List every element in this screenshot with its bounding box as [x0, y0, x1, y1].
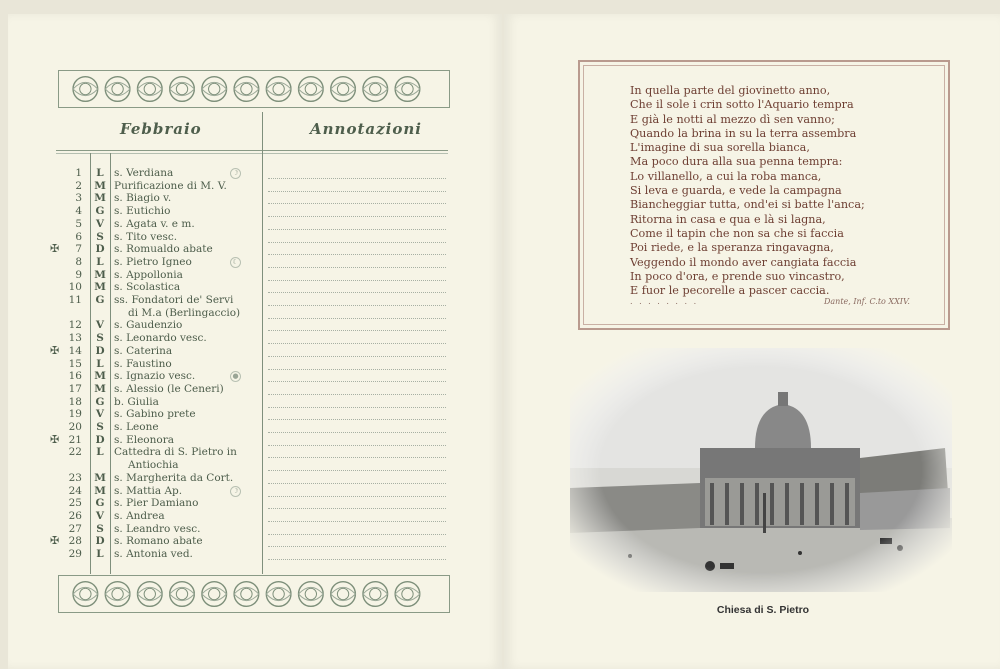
calendar-row — [0, 243, 260, 256]
weekday-letter: L — [96, 446, 104, 459]
day-number: 16 — [68, 370, 82, 383]
annotation-line — [268, 178, 446, 179]
weekday-letter: G — [95, 205, 105, 218]
poem-line: E già le notti al mezzo dì sen vanno; — [630, 112, 835, 126]
annotation-line — [268, 330, 446, 331]
poem-line: In quella parte del giovinetto anno, — [630, 84, 831, 97]
weekday-letter: M — [94, 382, 106, 395]
poem — [630, 84, 865, 298]
weekday-letter: S — [96, 230, 104, 243]
ellipsis: . . . . . . . . — [630, 297, 699, 306]
saint-name: s. Faustino — [114, 357, 172, 370]
poem-line: Veggendo il mondo aver cangiata faccia — [630, 255, 857, 269]
saint-name: s. Verdiana — [114, 167, 174, 179]
annotation-line — [268, 496, 446, 497]
day-number: 1 — [75, 167, 82, 179]
day-number: 15 — [68, 357, 82, 370]
annotation-line — [268, 242, 446, 243]
weekday-letter: D — [95, 433, 105, 446]
moon-phase-icon: ☽ — [230, 168, 241, 179]
day-number: 5 — [75, 217, 82, 230]
saint-name: s. Romualdo abate — [114, 243, 213, 256]
annotation-line — [268, 203, 446, 204]
poem-line: E fuor le pecorelle a pascer caccia. — [630, 284, 830, 298]
calendar-row — [0, 192, 260, 205]
annotation-line — [268, 343, 446, 344]
calendar-row — [0, 256, 260, 269]
saint-name: s. Romano abate — [114, 535, 203, 548]
poem-line: Come il tapin che non sa che si faccia — [630, 226, 844, 240]
calendar-row — [0, 358, 260, 371]
weekday-letter: G — [95, 294, 105, 306]
poem-line: Poi riede, e la speranza ringavagna, — [630, 241, 834, 255]
weekday-letter: L — [96, 357, 104, 370]
annotation-line — [268, 267, 446, 268]
weekday-letter: V — [95, 319, 105, 332]
annotation-line — [268, 356, 446, 357]
day-number: 14 — [68, 344, 82, 357]
day-number: 26 — [68, 509, 82, 522]
day-number: 12 — [68, 319, 82, 332]
saint-name: s. Tito vesc. — [114, 230, 178, 243]
day-number: 6 — [75, 230, 82, 243]
saint-name: s. Leone — [114, 421, 159, 433]
saint-name: s. Agata v. e m. — [114, 217, 195, 230]
weekday-letter: G — [95, 497, 105, 510]
moon-phase-icon: ● — [230, 371, 241, 382]
notes-header: Annotazioni — [310, 120, 422, 138]
calendar-row — [0, 421, 260, 434]
weekday-letter: G — [95, 395, 105, 408]
weekday-letter: S — [96, 522, 104, 535]
weekday-letter: V — [95, 408, 105, 421]
annotation-line — [268, 394, 446, 395]
weekday-letter: V — [95, 217, 105, 230]
poem-line: Biancheggiar tutta, ond'ei si batte l'anca; — [630, 198, 865, 212]
calendar-row — [0, 523, 260, 536]
poem-line: Ritorna in casa e qua e là si lagna, — [630, 212, 826, 226]
day-number: 25 — [68, 497, 82, 510]
annotation-line — [268, 483, 446, 484]
day-number: 18 — [68, 395, 82, 408]
weekday-letter: D — [95, 344, 105, 357]
calendar-row — [0, 345, 260, 358]
annotation-line — [268, 407, 446, 408]
annotation-line — [268, 521, 446, 522]
saint-name: s. Biagio v. — [114, 192, 172, 205]
header-divider — [56, 150, 448, 151]
saint-name: Cattedra di S. Pietro in — [114, 446, 237, 459]
weekday-letter: M — [94, 471, 106, 484]
calendar-row — [0, 370, 260, 383]
calendar-row — [0, 497, 260, 510]
saint-name: ss. Fondatori de' Servi — [114, 294, 234, 306]
column-divider — [262, 112, 263, 574]
calendar-row — [0, 281, 260, 294]
cross-icon: ✠ — [50, 343, 60, 357]
annotation-line — [268, 318, 446, 319]
annotation-line — [268, 280, 446, 281]
poem-line: Lo villanello, a cui la roba manca, — [630, 169, 822, 183]
saint-name: Purificazione di M. V. — [114, 179, 227, 192]
calendar-row — [0, 472, 260, 485]
weekday-letter: M — [94, 179, 106, 192]
poem-line: Che il sole i crin sotto l'Aquario tempra — [630, 98, 854, 112]
annotation-line — [268, 432, 446, 433]
day-number: 22 — [68, 446, 82, 459]
weekday-letter: M — [94, 370, 106, 383]
day-number: 29 — [68, 548, 82, 560]
saint-name: s. Leandro vesc. — [114, 522, 201, 535]
calendar-row — [0, 396, 260, 409]
citation: Dante, Inf. C.to XXIV. — [824, 297, 910, 306]
day-number: 7 — [75, 243, 82, 256]
day-number: 9 — [75, 268, 82, 281]
saint-name-continued: di M.a (Berlingaccio) — [128, 306, 241, 319]
ornamental-border-top — [58, 70, 450, 108]
photo-caption: Chiesa di S. Pietro — [716, 604, 810, 616]
right-content — [504, 14, 1000, 669]
annotation-line — [268, 546, 446, 547]
day-number: 27 — [68, 522, 82, 535]
calendar-row — [0, 548, 260, 561]
weekday-letter: L — [96, 548, 104, 560]
weekday-letter: D — [95, 535, 105, 548]
day-number: 23 — [68, 471, 82, 484]
annotation-line — [268, 419, 446, 420]
saint-name: s. Mattia Ap. — [114, 484, 183, 497]
calendar-row — [0, 218, 260, 231]
calendar-row — [0, 383, 260, 396]
saint-name: s. Alessio (le Ceneri) — [114, 382, 224, 395]
saint-name: b. Giulia — [114, 395, 159, 408]
annotation-line — [268, 534, 446, 535]
saint-name: s. Eleonora — [114, 433, 174, 446]
poem-line: L'imagine di sua sorella bianca, — [630, 141, 810, 155]
annotation-line — [268, 381, 446, 382]
calendar-row — [0, 205, 260, 218]
moon-phase-icon: ☽ — [230, 486, 241, 497]
annotation-line — [268, 508, 446, 509]
cross-icon: ✠ — [50, 534, 60, 548]
calendar-row — [0, 180, 260, 193]
calendar-row — [0, 446, 260, 459]
calendar-row — [0, 485, 260, 498]
annotation-line — [268, 191, 446, 192]
saint-name: s. Caterina — [114, 344, 173, 357]
saint-name: s. Pier Damiano — [114, 497, 199, 510]
poem-line: Ma poco dura alla sua penna tempra: — [630, 155, 843, 169]
day-number: 24 — [68, 484, 82, 497]
poem-line: Quando la brina in su la terra assembra — [630, 126, 857, 140]
calendar-row — [0, 319, 260, 332]
calendar-row-continuation — [0, 459, 260, 472]
day-number: 2 — [75, 179, 82, 192]
annotation-line — [268, 229, 446, 230]
calendar-row — [0, 269, 260, 282]
annotation-line — [268, 369, 446, 370]
st-peters-photo — [570, 348, 952, 592]
day-number: 21 — [68, 433, 82, 446]
calendar-row — [0, 434, 260, 447]
weekday-letter: D — [95, 243, 105, 256]
weekday-letter: V — [95, 509, 105, 522]
saint-name: s. Eutichio — [114, 205, 171, 218]
calendar-row — [0, 294, 260, 307]
annotation-line — [268, 559, 446, 560]
header-divider-2 — [56, 153, 448, 154]
calendar-row — [0, 231, 260, 244]
weekday-letter: M — [94, 281, 106, 294]
day-number: 13 — [68, 332, 82, 345]
weekday-letter: S — [96, 421, 104, 433]
saint-name: s. Antonia ved. — [114, 548, 193, 560]
weekday-letter: M — [94, 268, 106, 281]
saint-name: s. Pietro Igneo — [114, 255, 192, 268]
calendar-row — [0, 167, 260, 180]
saint-name: s. Andrea — [114, 509, 165, 522]
poem-line: In poco d'ora, e prende suo vincastro, — [630, 269, 845, 283]
day-number: 10 — [68, 281, 82, 294]
cross-icon: ✠ — [50, 432, 60, 446]
calendar-row — [0, 535, 260, 548]
ornamental-border-bottom — [58, 575, 450, 613]
day-number: 3 — [75, 192, 82, 205]
saint-name: s. Appollonia — [114, 268, 183, 281]
calendar-row — [0, 408, 260, 421]
annotation-line — [268, 305, 446, 306]
annotation-line — [268, 457, 446, 458]
day-number: 28 — [68, 535, 82, 548]
day-number: 11 — [68, 294, 82, 306]
weekday-letter: L — [96, 167, 104, 179]
saint-name: s. Leonardo vesc. — [114, 332, 207, 345]
saint-name: s. Scolastica — [114, 281, 181, 294]
annotation-line — [268, 216, 446, 217]
weekday-letter: M — [94, 484, 106, 497]
weekday-letter: L — [96, 255, 104, 268]
calendar-row-continuation — [0, 307, 260, 320]
weekday-letter: S — [96, 332, 104, 345]
weekday-letter: M — [94, 192, 106, 205]
day-number: 4 — [75, 205, 82, 218]
annotation-line — [268, 254, 446, 255]
day-number: 17 — [68, 382, 82, 395]
calendar-row — [0, 332, 260, 345]
saint-name: s. Gaudenzio — [114, 319, 183, 332]
day-number: 20 — [68, 421, 82, 433]
saint-name: s. Gabino prete — [114, 408, 196, 421]
saint-name: s. Margherita da Cort. — [114, 471, 234, 484]
saint-name: s. Ignazio vesc. — [114, 370, 196, 383]
annotation-line — [268, 470, 446, 471]
cross-icon: ✠ — [50, 242, 60, 256]
moon-phase-icon: ☾ — [230, 257, 241, 268]
day-number: 8 — [75, 255, 82, 268]
month-header: Febbraio — [120, 120, 202, 138]
poem-line: Si leva e guarda, e vede la campagna — [630, 184, 842, 198]
annotation-line — [268, 445, 446, 446]
annotation-line — [268, 292, 446, 293]
day-number: 19 — [68, 408, 82, 421]
saint-name-continued: Antiochia — [128, 459, 179, 472]
calendar-row — [0, 510, 260, 523]
